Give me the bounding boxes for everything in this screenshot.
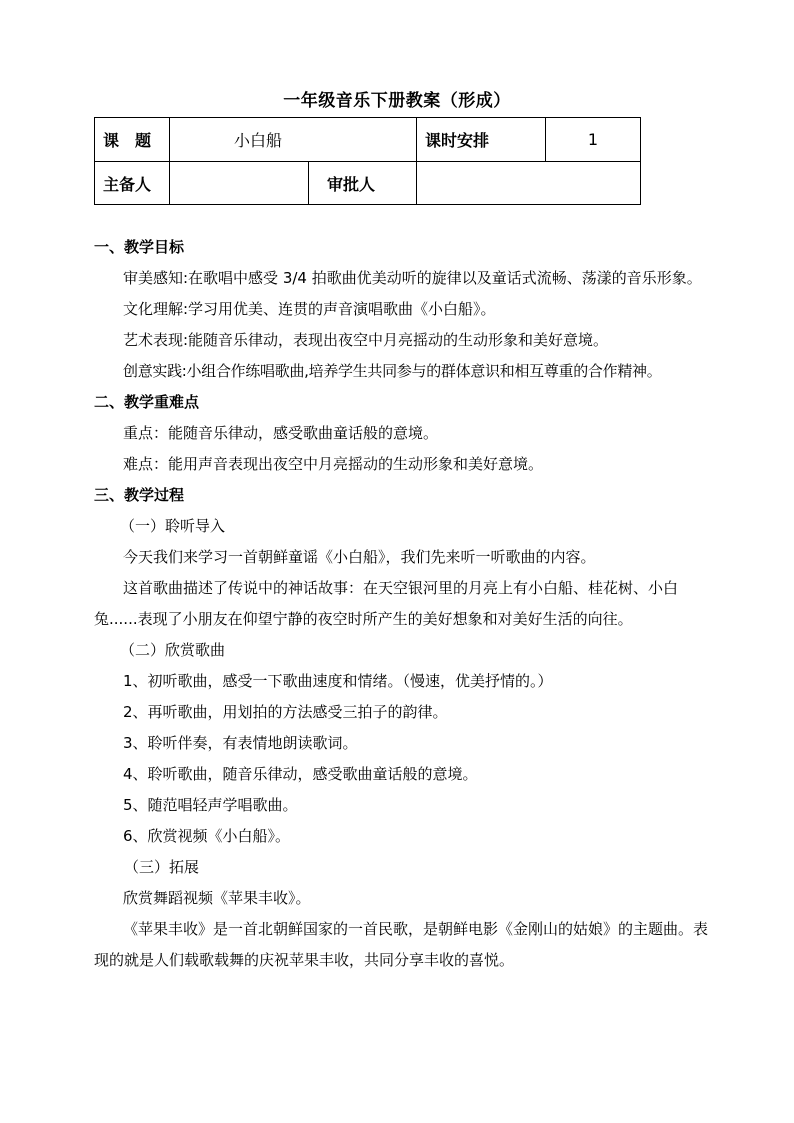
goal-expression: 艺术表现:能随音乐律动，表现出夜空中月亮摇动的生动形象和美好意境。 [123,331,609,349]
table-row [95,118,641,162]
page-title: 一年级音乐下册教案（形成） [283,91,511,111]
approver-label: 审批人 [309,162,417,205]
list-item: 欣赏舞蹈视频《苹果丰收》。 [123,889,311,907]
process-part3-heading: （三）拓展 [124,858,200,876]
difficult-point: 难点：能用声音表现出夜空中月亮摇动的生动形象和美好意境。 [123,455,544,473]
process-part1-heading: （一）聆听导入 [120,517,226,535]
schedule-value: 1 [546,118,641,162]
list-item: 2、再听歌曲，用划拍的方法感受三拍子的韵律。 [123,703,448,721]
approver-value [417,162,641,205]
schedule-label: 课时安排 [417,118,546,162]
lesson-content [94,232,714,976]
preparer-value [170,162,309,205]
section-heading-key-points: 二、教学重难点 [94,393,200,411]
preparer-label: 主备人 [95,162,170,205]
topic-value: 小白船 [170,118,417,162]
section-heading-goals: 一、教学目标 [94,238,185,256]
topic-label: 课 题 [95,118,170,162]
list-item: 《苹果丰收》是一首北朝鲜国家的一首民歌，是朝鲜电影《金刚山的姑娘》的主题曲。表现的就是人们载歌载舞的庆祝苹果丰收，共同分享丰收的喜悦。 [94,920,709,969]
list-item: 4、聆听歌曲，随音乐律动，感受歌曲童话般的意境。 [123,765,478,783]
list-item: 3、聆听伴奏，有表情地朗读歌词。 [123,734,358,752]
list-item: 1、初听歌曲，感受一下歌曲速度和情绪。（慢速，优美抒情的。） [123,672,553,690]
goal-creative: 创意实践:小组合作练唱歌曲,培养学生共同参与的群体意识和相互尊重的合作精神。 [123,362,662,380]
list-item: 今天我们来学习一首朝鲜童谣《小白船》，我们先来听一听歌曲的内容。 [123,548,596,566]
list-item: 5、随范唱轻声学唱歌曲。 [123,796,298,814]
goal-aesthetic: 审美感知:在歌唱中感受 3/4 拍歌曲优美动听的旋律以及童话式流畅、荡漾的音乐形象。 [123,269,702,287]
list-item: 6、欣赏视频《小白船》。 [123,827,291,845]
lesson-info-table [94,117,641,205]
goal-culture: 文化理解:学习用优美、连贯的声音演唱歌曲《小白船》。 [123,300,496,318]
process-part2-heading: （二）欣赏歌曲 [120,641,226,659]
key-point: 重点：能随音乐律动，感受歌曲童话般的意境。 [123,424,439,442]
section-heading-process: 三、教学过程 [94,486,185,504]
table-row [95,162,641,205]
list-item: 这首歌曲描述了传说中的神话故事：在天空银河里的月亮上有小白船、桂花树、小白兔......表现了小朋友在仰望宁静的夜空时所产生的美好想象和对美好生活的向往。 [94,579,679,628]
